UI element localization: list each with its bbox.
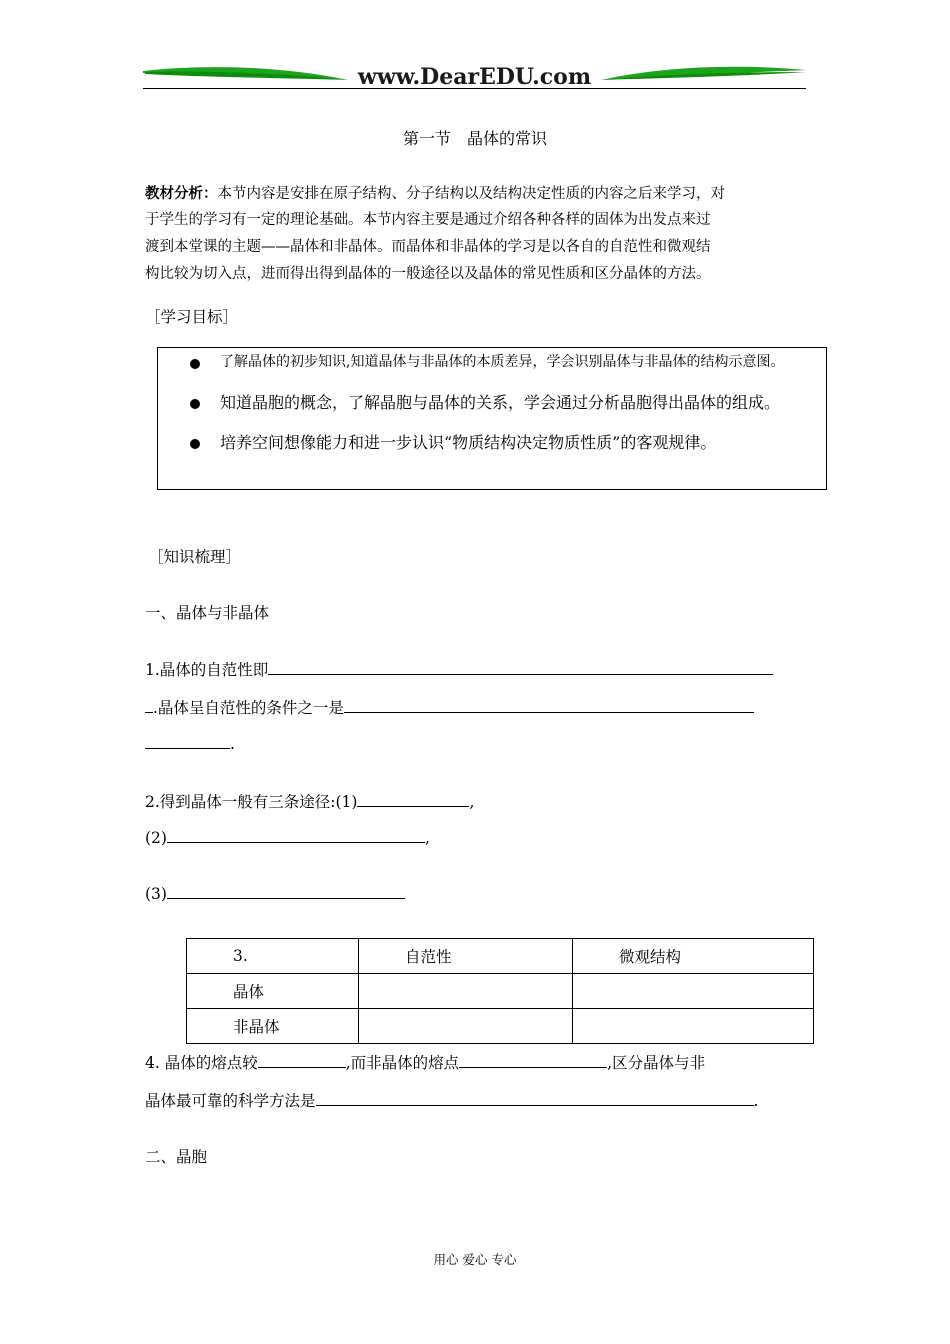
question-1-end: .	[145, 734, 235, 753]
answer-blank[interactable]	[357, 792, 469, 807]
bullet-icon	[190, 359, 200, 369]
table-cell[interactable]	[359, 974, 573, 1009]
question-4-cont: 晶体最可靠的科学方法是 .	[145, 1092, 759, 1110]
site-logo-text: www.DearEDU.com	[357, 64, 592, 90]
answer-blank[interactable]	[258, 1053, 346, 1068]
section-title-unit-cell: 二、晶胞	[145, 1148, 208, 1166]
table-cell: 微观结构	[573, 939, 814, 974]
analysis-line-1: 教材分析：本节内容是安排在原子结构、分子结构以及结构决定性质的内容之后来学习，对	[145, 185, 725, 202]
section-title-crystal: 一、晶体与非晶体	[145, 604, 270, 622]
comparison-table	[186, 938, 814, 1044]
question-4: 4. 晶体的熔点较 ,而非晶体的熔点 ,区分晶体与非	[145, 1054, 706, 1072]
analysis-line-3: 渡到本堂课的主题——晶体和非晶体。而晶体和非晶体的学习是以各自的自范性和微观结	[145, 239, 711, 255]
table-cell: 晶体	[187, 974, 359, 1009]
answer-blank[interactable]	[268, 660, 773, 675]
answer-blank[interactable]	[167, 884, 405, 899]
knowledge-heading: ［知识梳理］	[148, 548, 242, 566]
question-2-part-2: (2) ,	[145, 829, 430, 847]
page-title: 第一节 晶体的常识	[402, 129, 547, 148]
question-1-cont: .晶体呈自范性的条件之一是	[145, 696, 754, 718]
answer-blank[interactable]	[167, 828, 425, 843]
page-footer: 用心 爱心 专心	[433, 1252, 517, 1267]
bullet-icon	[190, 439, 200, 449]
table-cell[interactable]	[359, 1009, 573, 1044]
table-cell[interactable]	[573, 974, 814, 1009]
bullet-icon	[190, 399, 200, 409]
answer-blank[interactable]	[316, 1091, 754, 1106]
question-2-part-3: (3)	[145, 884, 405, 903]
analysis-line-4: 构比较为切入点，进而得出得到晶体的一般途径以及晶体的常见性质和区分晶体的方法。	[145, 266, 711, 282]
question-1: 1.晶体的自范性即	[145, 658, 773, 680]
table-cell: 3.	[187, 939, 359, 974]
table-row	[187, 974, 814, 1009]
table-header-row	[187, 939, 814, 974]
analysis-line-2: 于学生的学习有一定的理论基础。本节内容主要是通过介绍各种各样的固体为出发点来过	[145, 212, 711, 228]
question-2: 2.得到晶体一般有三条途径:(1) ,	[145, 793, 475, 811]
answer-blank[interactable]	[145, 698, 153, 713]
answer-blank[interactable]	[145, 734, 230, 749]
goals-heading: ［学习目标］	[145, 308, 239, 326]
table-row	[187, 1009, 814, 1044]
table-cell[interactable]	[573, 1009, 814, 1044]
table-cell: 非晶体	[187, 1009, 359, 1044]
header-rule	[143, 88, 806, 89]
answer-blank[interactable]	[344, 698, 754, 713]
answer-blank[interactable]	[459, 1053, 607, 1068]
learning-goals-box: 了解晶体的初步知识,知道晶体与非晶体的本质差异，学会识别晶体与非晶体的结构示意图。 知道晶胞的概念，了解晶胞与晶体的关系，学会通过分析晶胞得出晶体的组成。 培养空间想像能力和进一步认识“物质结构决定物质性质”的客观规律。	[157, 347, 827, 490]
analysis-label: 教材分析：	[145, 185, 218, 202]
table-cell: 自范性	[359, 939, 573, 974]
